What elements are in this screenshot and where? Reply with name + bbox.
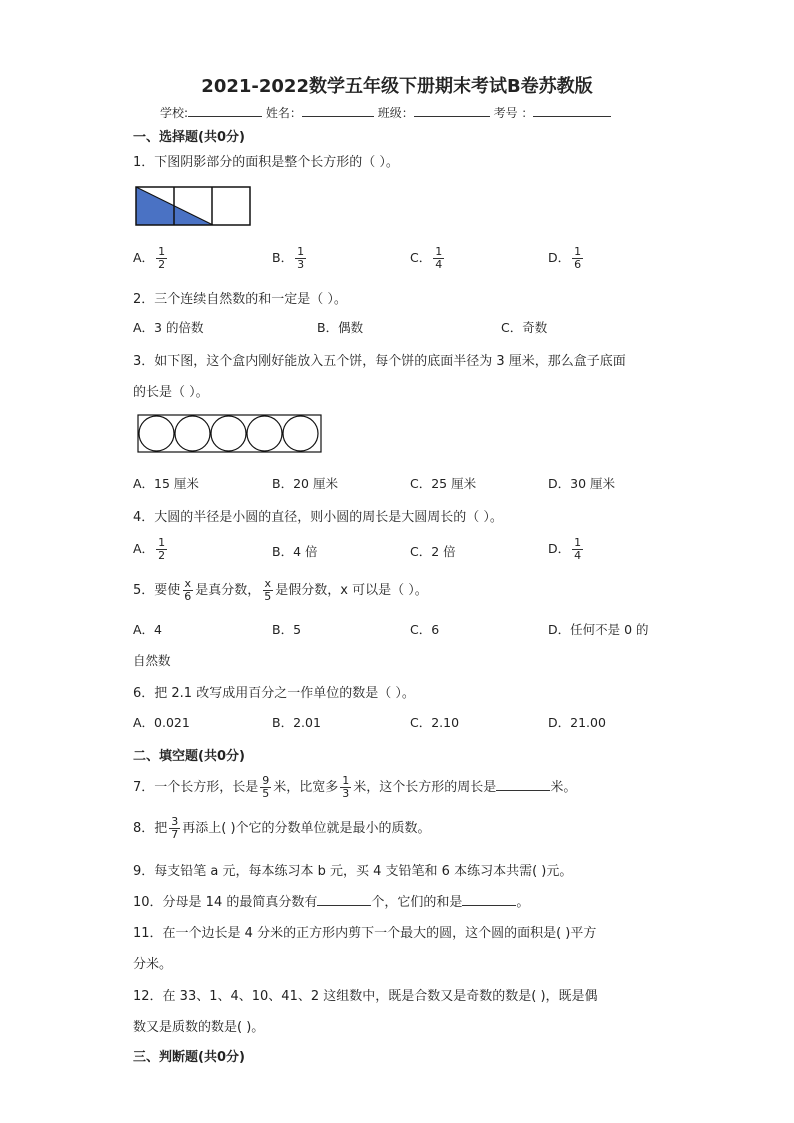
q6-option-b[interactable]: B．2.01 <box>272 715 321 730</box>
question-2-text: 2．三个连续自然数的和一定是（ ）。 <box>133 292 347 307</box>
q3-option-c[interactable]: C．25 厘米 <box>410 476 477 491</box>
cake-circle <box>211 416 246 451</box>
q5-option-c[interactable]: C．6 <box>410 622 440 637</box>
question-9-text: 9．每支铅笔 a 元，每本练习本 b 元，买 4 支铅笔和 6 本练习本共需( )元。 <box>133 864 573 879</box>
question-11-line1: 11．在一个边长是 4 分米的正方形内剪下一个最大的圆，这个圆的面积是( )平方 <box>133 926 597 941</box>
number-field[interactable] <box>533 104 611 117</box>
q2-option-b[interactable]: B．偶数 <box>317 320 364 335</box>
question-3-line1: 3．如下图，这个盒内刚好能放入五个饼，每个饼的底面半径为 3 厘米，那么盒子底面 <box>133 354 626 369</box>
question-3-figure <box>137 414 323 454</box>
q4-option-c[interactable]: C．2 倍 <box>410 544 456 559</box>
class-label: 班级： <box>377 106 414 120</box>
question-1-figure <box>135 186 251 226</box>
q6-option-d[interactable]: D．21.00 <box>548 715 606 730</box>
section-heading-fill: 二、填空题(共0分) <box>133 749 245 764</box>
box-outline <box>138 415 321 452</box>
question-7-text: 7．一个长方形，长是 $\frac{9}{5}$ 米，比宽多 $\frac{1}{3}$ 米，这个长方形的周长是 米。 <box>133 774 577 800</box>
page-title: 2021-2022数学五年级下册期末考试B卷苏教版 <box>201 76 593 97</box>
question-12-line1: 12．在 33、1、4、10、41、2 这组数中，既是合数又是奇数的数是( )，既是偶 <box>133 989 598 1004</box>
q2-option-c[interactable]: C．奇数 <box>501 320 548 335</box>
question-12-line2: 数又是质数的数是( )。 <box>133 1020 265 1035</box>
question-8-text: 8．把 $\frac{3}{7}$ 再添上( )个它的分数单位就是最小的质数。 <box>133 815 431 841</box>
q4-option-b[interactable]: B．4 倍 <box>272 544 318 559</box>
question-5-text: 5．要使 $\frac{x}{6}$ 是真分数， $\frac{x}{5}$ 是假分数，x 可以是（ ）。 <box>133 577 428 603</box>
q4-option-a[interactable]: A． $\frac{1}{2}$ <box>133 536 166 562</box>
question-1-text: 1．下图阴影部分的面积是整个长方形的（ ）。 <box>133 155 399 170</box>
answer-blank[interactable] <box>462 893 516 906</box>
cake-circle <box>283 416 318 451</box>
school-label: 学校: <box>160 106 189 120</box>
name-field[interactable] <box>302 104 374 117</box>
q6-option-a[interactable]: A．0.021 <box>133 715 190 730</box>
q1-option-d[interactable]: D． $\frac{1}{6}$ <box>548 245 582 271</box>
q5-option-b[interactable]: B．5 <box>272 622 302 637</box>
question-10-text: 10．分母是 14 的最简真分数有 个，它们的和是 。 <box>133 895 530 910</box>
school-field[interactable] <box>188 104 262 117</box>
student-info-line <box>160 104 611 121</box>
number-label: 考号 ： <box>493 106 534 120</box>
section-heading-choice: 一、选择题(共0分) <box>133 130 245 145</box>
question-6-text: 6．把 2.1 改写成用百分之一作单位的数是（ ）。 <box>133 686 415 701</box>
q4-option-d[interactable]: D． $\frac{1}{4}$ <box>548 536 582 562</box>
cake-circle <box>247 416 282 451</box>
section-heading-judge: 三、判断题(共0分) <box>133 1050 245 1065</box>
q3-option-d[interactable]: D．30 厘米 <box>548 476 616 491</box>
q5-option-d[interactable]: D．任何不是 0 的 <box>548 622 649 637</box>
name-label: 姓名： <box>265 106 302 120</box>
q5-option-a[interactable]: A．4 <box>133 622 163 637</box>
cake-circle <box>139 416 174 451</box>
q5-option-d-continued: 自然数 <box>133 653 171 668</box>
q1-option-b[interactable]: B． $\frac{1}{3}$ <box>272 245 305 271</box>
q3-option-b[interactable]: B．20 厘米 <box>272 476 338 491</box>
q3-option-a[interactable]: A．15 厘米 <box>133 476 199 491</box>
cake-circle <box>175 416 210 451</box>
q6-option-c[interactable]: C．2.10 <box>410 715 460 730</box>
question-3-line2: 的长是（ ）。 <box>133 385 209 400</box>
q1-option-c[interactable]: C． $\frac{1}{4}$ <box>410 245 443 271</box>
q2-option-a[interactable]: A．3 的倍数 <box>133 320 204 335</box>
class-field[interactable] <box>414 104 490 117</box>
q1-option-a[interactable]: A． $\frac{1}{2}$ <box>133 245 166 271</box>
answer-blank[interactable] <box>317 893 371 906</box>
question-11-line2: 分米。 <box>133 957 173 972</box>
answer-blank[interactable] <box>496 778 550 791</box>
question-4-text: 4．大圆的半径是小圆的直径，则小圆的周长是大圆周长的（ ）。 <box>133 510 503 525</box>
